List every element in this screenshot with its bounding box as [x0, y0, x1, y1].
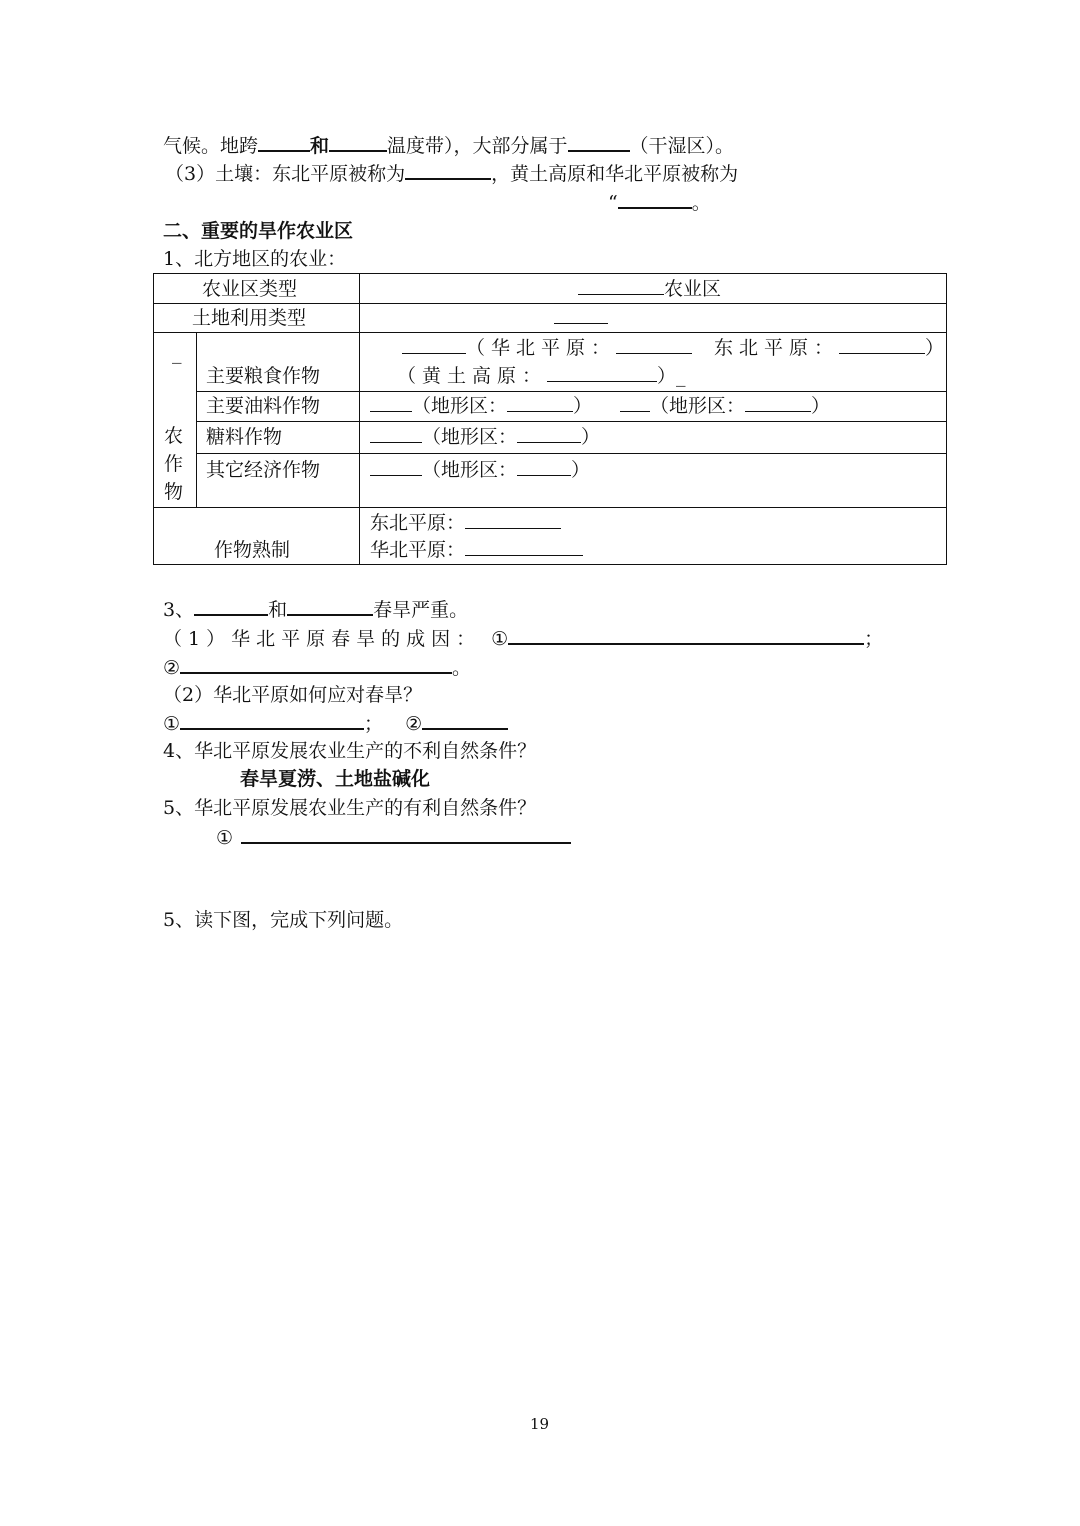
blank[interactable] [517, 424, 581, 443]
line-soil: （3）土壤：东北平原被称为 ，黄土高原和华北平原被称为 [165, 160, 738, 187]
line-soil-cont: “ 。 [608, 189, 711, 216]
blank[interactable] [547, 363, 657, 382]
row-label-other: 其它经济作物 [206, 459, 321, 481]
blank[interactable] [568, 132, 630, 152]
side-dash: _ [172, 342, 182, 364]
blank[interactable] [616, 335, 692, 354]
blank[interactable] [241, 824, 571, 844]
blank[interactable] [422, 710, 508, 730]
row-label-agri-type: 农业区类型 [202, 278, 298, 300]
blank[interactable] [517, 457, 571, 476]
blank[interactable] [329, 132, 387, 152]
row-label-grain: 主要粮食作物 [206, 365, 321, 387]
blank[interactable] [287, 596, 373, 616]
question-3-1: （1）华北平原春旱的成因： ① ； [163, 625, 883, 652]
question-3-1-b: ② 。 [163, 654, 471, 681]
blank[interactable] [620, 393, 650, 412]
question-5: 5、华北平原发展农业生产的有利自然条件？ [163, 797, 537, 819]
question-5-a: ① [216, 824, 571, 851]
blank[interactable] [194, 596, 268, 616]
blank[interactable] [507, 393, 573, 412]
blank[interactable] [370, 457, 422, 476]
row-label-maturity: 作物熟制 [214, 539, 291, 561]
row-value-sugar: （地形区： ） [370, 424, 600, 450]
row-value-other: （地形区： ） [370, 457, 590, 483]
question-1: 1、北方地区的农业： [163, 248, 347, 270]
row-value-agri-type: 农业区 [578, 276, 721, 302]
row-value-maturity-ne: 东北平原： [370, 510, 561, 536]
side-label-crops: 农 作 物 [164, 425, 184, 503]
blank[interactable] [554, 305, 608, 324]
blank[interactable] [370, 424, 422, 443]
blank[interactable] [578, 276, 664, 295]
row-value-oil: （地形区： ） （地形区： ） [370, 393, 830, 419]
blank[interactable] [180, 654, 452, 674]
blank[interactable] [508, 625, 864, 645]
row-value-land-use [554, 305, 608, 331]
question-3-2-b: ① ； ② [163, 710, 508, 737]
blank[interactable] [405, 160, 491, 180]
blank[interactable] [370, 393, 412, 412]
row-value-maturity-nc: 华北平原： [370, 537, 583, 563]
agriculture-table [153, 273, 947, 565]
blank[interactable] [465, 537, 583, 556]
blank[interactable] [839, 335, 925, 354]
question-5-read-figure: 5、读下图，完成下列问题。 [163, 909, 404, 931]
blank[interactable] [465, 510, 561, 529]
question-4-answer: 春旱夏涝、土地盐碱化 [240, 768, 431, 790]
question-3: 3、 和 春旱严重。 [163, 596, 468, 623]
row-value-grain-1: （华北平原： 东北平原： ） [402, 335, 944, 361]
row-value-grain-2: （黄土高原： ）_ [397, 365, 686, 387]
page-number: 19 [530, 1415, 550, 1433]
question-3-2: （2）华北平原如何应对春旱？ [163, 684, 423, 706]
blank[interactable] [618, 189, 692, 209]
blank[interactable] [180, 710, 364, 730]
question-4: 4、华北平原发展农业生产的不利自然条件？ [163, 740, 537, 762]
blank[interactable] [745, 393, 811, 412]
blank[interactable] [402, 335, 466, 354]
section-heading: 二、重要的旱作农业区 [163, 220, 354, 242]
row-label-sugar: 糖料作物 [206, 426, 283, 448]
row-label-oil: 主要油料作物 [206, 395, 321, 417]
line-climate: 气候。地跨 和 温度带），大部分属于 （干湿区）。 [163, 132, 734, 159]
blank[interactable] [258, 132, 310, 152]
row-label-land-use: 土地利用类型 [192, 307, 307, 329]
